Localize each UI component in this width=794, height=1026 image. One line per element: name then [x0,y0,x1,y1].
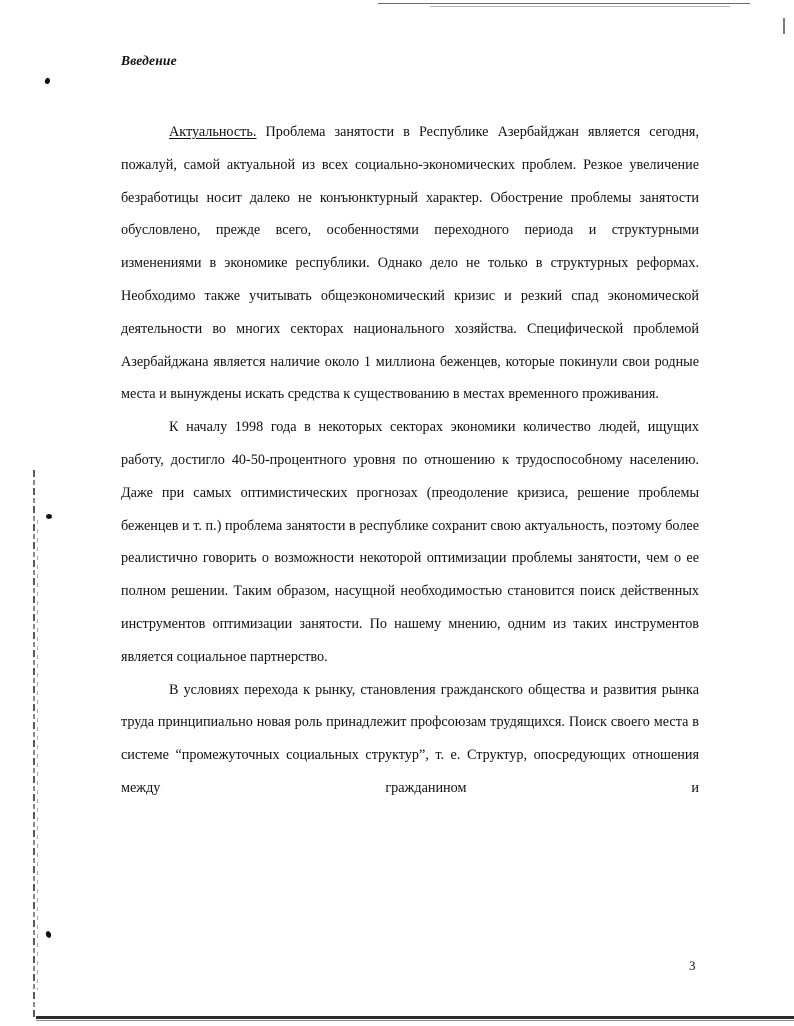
document-body [121,116,699,805]
paragraph-text: Проблема занятости в Республике Азербайджан является сегодня, пожалуй, самой актуальной из всех социально-экономических проблем. Резкое увеличение безработицы носит далеко не конъюнктурный характер. Обострение проблемы занятости обусловлено, прежде всего, особенностями переходного периода и структурными изменениями в экономике республики. Однако дело не только в структурных реформах. Необходимо также учитывать общеэкономический кризис и резкий спад экономической деятельности во многих секторах национального хозяйства. Специфической проблемой Азербайджана является наличие около 1 миллиона беженцев, которые покинули свои родные места и вынуждены искать средства к существованию в местах временного проживания. [121,124,699,403]
scan-edge-mark [783,18,785,34]
paragraph: В условиях перехода к рынку, становления гражданского общества и развития рынка труда принципиально новая роль принадлежит профсоюзам трудящихся. Поиск своего места в системе “промежуточных социальных структур”, т. е. Структур, опосредующих отношения между гражданином и [121,681,699,796]
scan-left-edge [33,470,35,1018]
binder-hole-mark [45,930,52,938]
paragraph: К началу 1998 года в некоторых секторах экономики количество людей, ищущих работу, достигло 40-50-процентного уровня по отношению к трудоспособному населению. Даже при самых оптимистических прогнозах (преодоление кризиса, решение проблемы беженцев и т. п.) проблема занятости в республике сохранит свою актуальность, поэтому более реалистично говорить о возможности некоторой оптимизации проблемы занятости, чем о ее полном решении. Таким образом, насущной необходимостью становится поиск действенных инструментов оптимизации занятости. По нашему мнению, одним из таких инструментов является социальное партнерство. [121,419,699,665]
binder-hole-mark [46,514,52,519]
scan-left-edge-secondary [37,520,38,990]
paragraph-lead-term: Актуальность. [169,124,257,140]
section-heading: Введение [121,53,177,68]
scan-top-rule-secondary [430,6,730,7]
scan-top-rule [378,3,750,4]
binder-hole-mark [44,77,51,85]
page-number: 3 [689,958,696,973]
scan-bottom-rule [36,1016,794,1019]
scan-bottom-rule-secondary [36,1020,794,1021]
paragraph [121,116,699,411]
